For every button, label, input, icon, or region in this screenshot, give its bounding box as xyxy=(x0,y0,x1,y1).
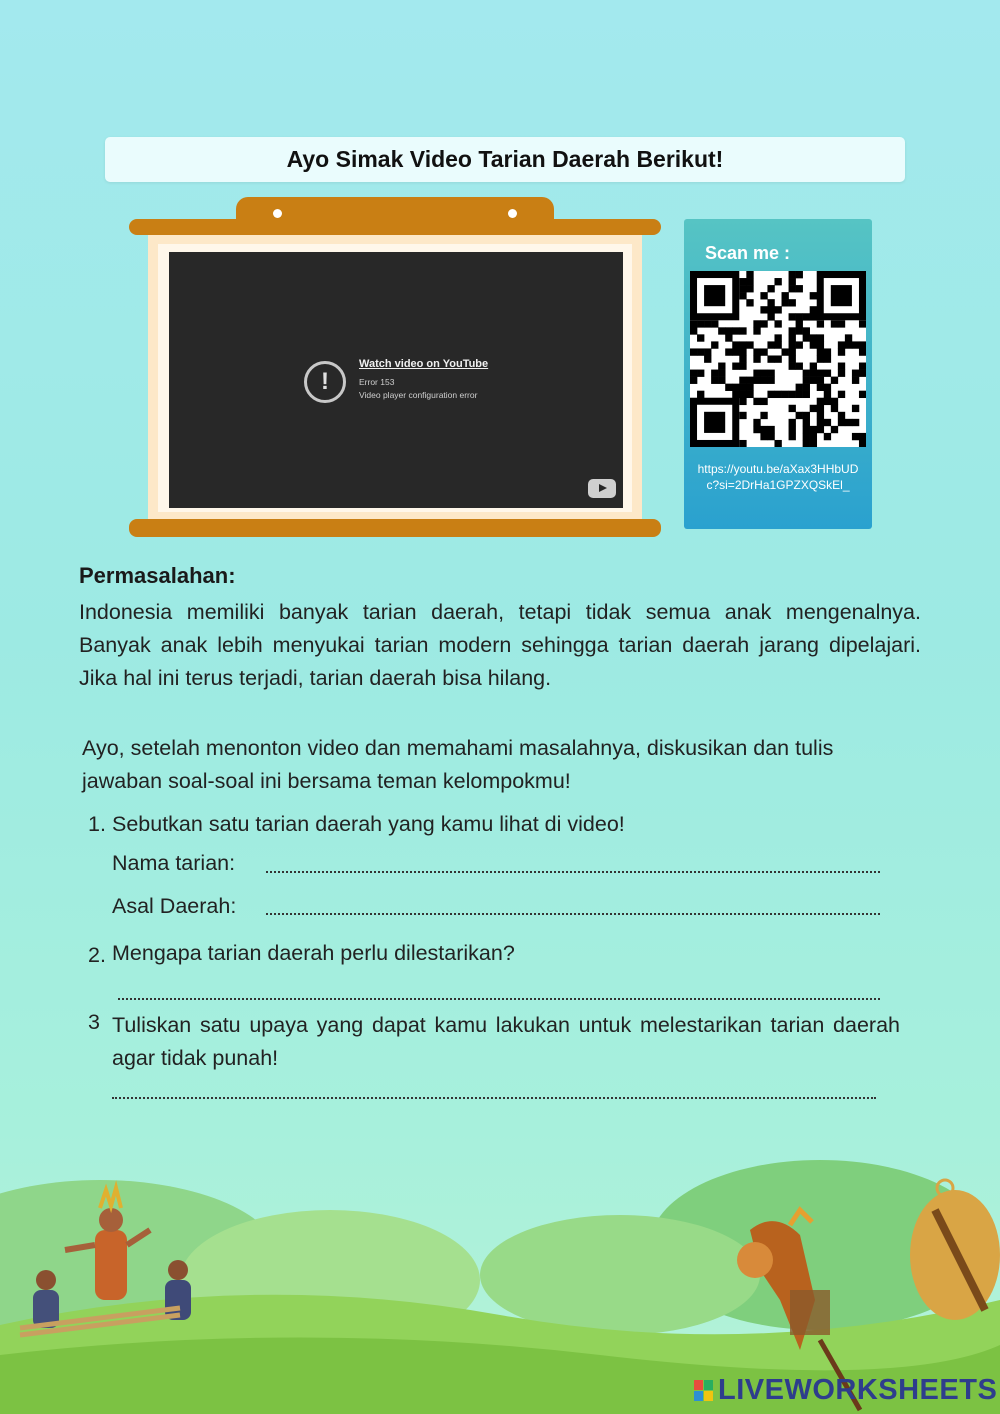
error-code: Error 153 xyxy=(359,377,395,387)
question-2-number: 2. xyxy=(88,943,106,967)
nail-left xyxy=(273,209,282,218)
qr-url[interactable]: https://youtu.be/aXax3HHbUDc?si=2DrHa1GPZXQSkEl_ xyxy=(697,462,859,492)
board-rail-bottom xyxy=(129,519,661,537)
hill-mid-right xyxy=(480,1215,760,1335)
liveworksheets-logo-icon xyxy=(694,1380,714,1402)
error-message: Video player configuration error xyxy=(359,390,478,400)
region-origin-answer-line[interactable] xyxy=(266,911,880,915)
youtube-logo-icon[interactable] xyxy=(588,479,616,498)
error-icon: ! xyxy=(304,361,346,403)
nail-right xyxy=(508,209,517,218)
problem-text: Indonesia memiliki banyak tarian daerah, tetapi tidak semua anak mengenalnya. Banyak anak lebih menyukai tarian modern sehingga tarian daerah jarang dipelajari. Jika hal ini terus terjadi, tarian daerah bisa hilang. xyxy=(79,600,921,690)
question-1-text: Sebutkan satu tarian daerah yang kamu lihat di video! xyxy=(112,812,625,836)
page-title: Ayo Simak Video Tarian Daerah Berikut! xyxy=(105,137,905,182)
question-2-text: Mengapa tarian daerah perlu dilestarikan? xyxy=(112,941,515,965)
instructions-text: Ayo, setelah menonton video dan memahami masalahnya, diskusikan dan tulis jawaban soal-soal ini bersama teman kelompokmu! xyxy=(82,736,834,793)
liveworksheets-watermark[interactable] xyxy=(694,1374,997,1407)
question-2-answer-line[interactable] xyxy=(118,996,880,1000)
question-3-number: 3 xyxy=(88,1010,100,1034)
question-3-text: Tuliskan satu upaya yang dapat kamu lakukan untuk melestarikan tarian daerah agar tidak punah! xyxy=(112,1013,900,1070)
qr-card xyxy=(684,219,872,529)
dance-name-answer-line[interactable] xyxy=(266,869,880,873)
question-1-number: 1. xyxy=(88,812,106,836)
qr-code-icon xyxy=(690,271,866,447)
watch-on-youtube-link[interactable]: Watch video on YouTube xyxy=(359,358,489,370)
board-rail-top xyxy=(129,219,661,235)
youtube-video-player[interactable] xyxy=(169,252,623,508)
qr-code xyxy=(690,271,866,447)
region-origin-label: Asal Daerah: xyxy=(112,894,237,918)
question-3-answer-line[interactable] xyxy=(112,1095,876,1099)
scan-me-label: Scan me : xyxy=(705,243,791,263)
watermark-text: LIVEWORKSHEETS xyxy=(718,1374,998,1406)
problem-heading: Permasalahan: xyxy=(79,563,236,588)
dance-name-label: Nama tarian: xyxy=(112,851,236,875)
